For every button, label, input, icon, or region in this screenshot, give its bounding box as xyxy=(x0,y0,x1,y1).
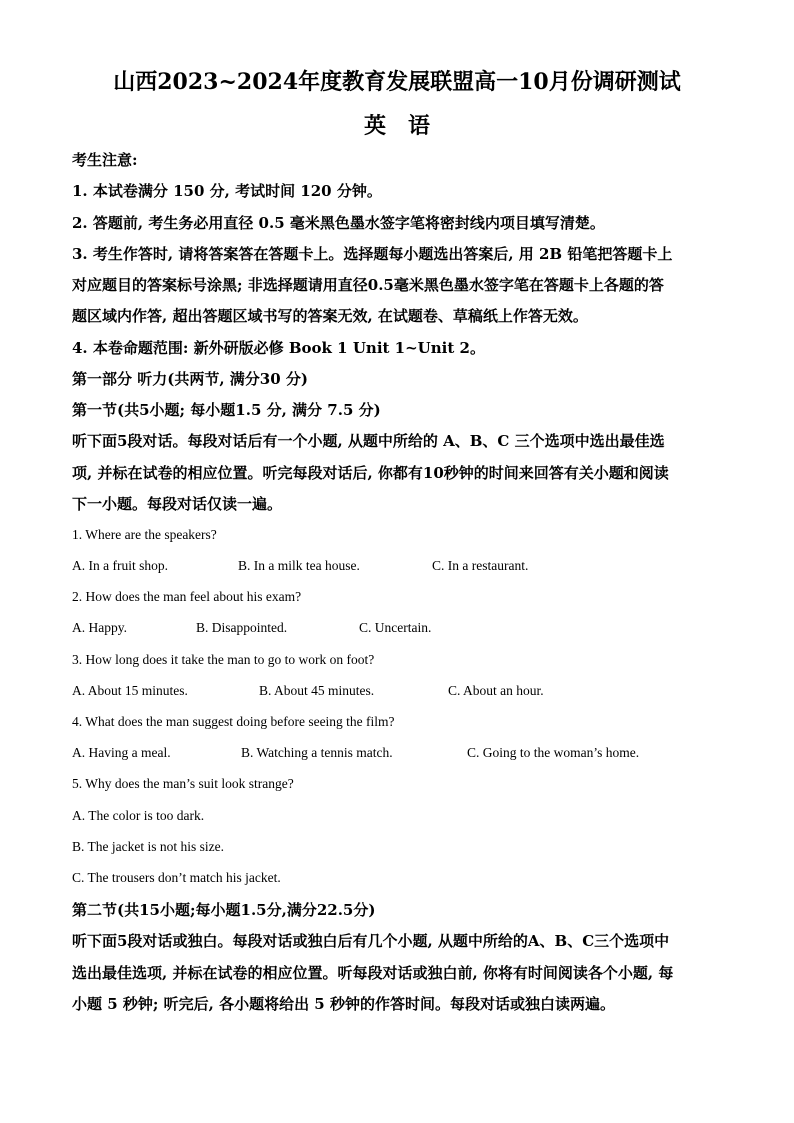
question-3-option-a: A. About 15 minutes. xyxy=(72,683,188,698)
section2-instruction-line-2: 选出最佳选项, 并标在试卷的相应位置。听每段对话或独白前, 你将有时间阅读各个小题, 每 xyxy=(72,964,674,982)
question-3-option-b: B. About 45 minutes. xyxy=(259,683,375,698)
section1-instruction-line-1: 听下面5段对话。每段对话后有一个小题, 从题中所给的 A、B、C 三个选项中选出最佳选 xyxy=(72,432,665,450)
question-5-stem: 5. Why does the man’s suit look strange? xyxy=(72,776,294,791)
question-4-option-b: B. Watching a tennis match. xyxy=(241,745,393,760)
notice-item-3-line-1: 3. 考生作答时, 请将答案答在答题卡上。选择题每小题选出答案后, 用 2B 铅笔把答题卡上 xyxy=(72,245,673,263)
question-5-option-a: A. The color is too dark. xyxy=(72,808,205,823)
section2-instruction-line-1: 听下面5段对话或独白。每段对话或独白后有几个小题, 从题中所给的A、B、C三个选项中 xyxy=(72,932,670,950)
question-4-stem: 4. What does the man suggest doing before seeing the film? xyxy=(72,714,395,729)
section1-instruction-line-2: 项, 并标在试卷的相应位置。听完每段对话后, 你都有10秒钟的时间来回答有关小题和阅读 xyxy=(72,464,669,482)
question-5-option-b: B. The jacket is not his size. xyxy=(72,839,224,854)
question-1-option-a: A. In a fruit shop. xyxy=(72,558,168,573)
question-4-option-c: C. Going to the woman’s home. xyxy=(467,745,640,760)
notice-item-3-line-3: 题区域内作答, 超出答题区域书写的答案无效, 在试题卷、草稿纸上作答无效。 xyxy=(72,307,588,325)
section2-heading: 第二节(共15小题;每小题1.5分,满分22.5分) xyxy=(72,901,376,919)
question-4-option-a: A. Having a meal. xyxy=(72,745,171,760)
subject-title: 英语 xyxy=(363,113,452,139)
question-3-stem: 3. How long does it take the man to go to work on foot? xyxy=(72,652,375,667)
question-2-option-b: B. Disappointed. xyxy=(196,620,288,635)
question-1-option-c: C. In a restaurant. xyxy=(432,558,529,573)
question-1-stem: 1. Where are the speakers? xyxy=(72,527,217,542)
notice-item-3-line-2: 对应题目的答案标号涂黑; 非选择题请用直径0.5毫米黑色墨水签字笔在答题卡上各题的答 xyxy=(72,276,664,294)
notice-heading: 考生注意: xyxy=(72,151,138,169)
notice-item-4: 4. 本卷命题范围: 新外研版必修 Book 1 Unit 1~Unit 2。 xyxy=(72,339,485,357)
section1-heading: 第一节(共5小题; 每小题1.5 分, 满分 7.5 分) xyxy=(72,401,381,419)
notice-item-1: 1. 本试卷满分 150 分, 考试时间 120 分钟。 xyxy=(72,182,382,200)
question-2-option-c: C. Uncertain. xyxy=(359,620,432,635)
part1-heading: 第一部分 听力(共两节, 满分30 分) xyxy=(72,370,308,388)
question-5-option-c: C. The trousers don’t match his jacket. xyxy=(72,870,281,885)
exam-title: 山西2023~2024年度教育发展联盟高一10月份调研测试 xyxy=(113,69,681,95)
question-2-option-a: A. Happy. xyxy=(72,620,127,635)
question-1-option-b: B. In a milk tea house. xyxy=(238,558,360,573)
section2-instruction-line-3: 小题 5 秒钟; 听完后, 各小题将给出 5 秒钟的作答时间。每段对话或独白读两遍。 xyxy=(72,995,615,1013)
question-2-stem: 2. How does the man feel about his exam? xyxy=(72,589,302,604)
question-3-option-c: C. About an hour. xyxy=(448,683,544,698)
section1-instruction-line-3: 下一小题。每段对话仅读一遍。 xyxy=(72,495,283,513)
notice-item-2: 2. 答题前, 考生务必用直径 0.5 毫米黑色墨水签字笔将密封线内项目填写清楚。 xyxy=(72,214,605,232)
